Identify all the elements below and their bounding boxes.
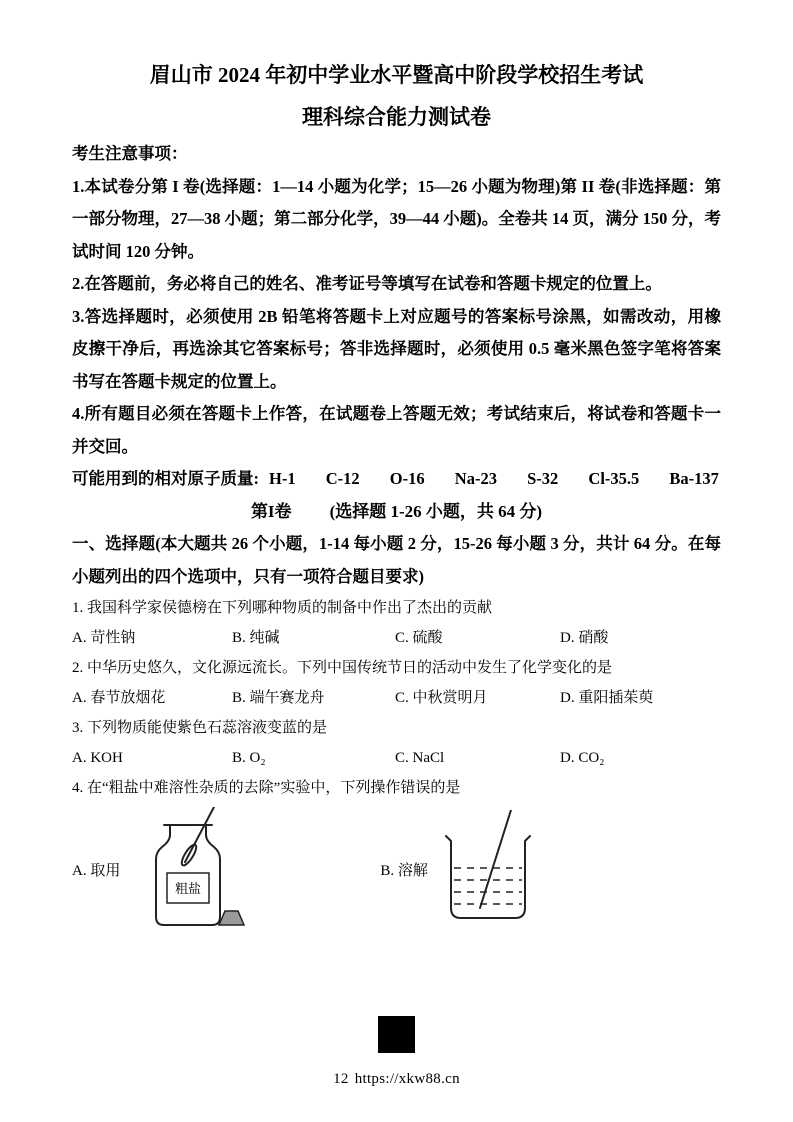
question-3-options <box>72 743 721 773</box>
question-1-option-c: C. 硫酸 <box>395 630 443 646</box>
atomic-mass-line <box>72 463 721 496</box>
section-subtitle: (选择题 1-26 小题，共 64 分) <box>329 501 543 521</box>
notice-item-4: 4.所有题目必须在答题卡上作答，在试题卷上答题无效；考试结束后，将试卷和答题卡一并交回。 <box>72 404 721 456</box>
notice-item-1: 1.本试卷分第 I 卷(选择题：1—14 小题为化学；15—26 小题为物理)第 II 卷(非选择题：第一部分物理，27—38 小题；第二部分化学，39—44 小题)。全卷共 14 页，满分 150 分，考试时间 120 分钟。 <box>72 176 721 261</box>
atomic-mass-h: H-1 <box>269 469 296 488</box>
question-2-text: 2. 中华历史悠久，文化源远流长。下列中国传统节日的活动中发生了化学变化的是 <box>72 660 613 676</box>
bottle-label-text: 粗盐 <box>175 881 202 896</box>
question-3-option-b: B. O₂ <box>232 750 266 766</box>
question-4-option-b <box>380 810 538 930</box>
atomic-mass-na: Na-23 <box>454 469 497 488</box>
notice-item-2: 2.在答题前，务必将自己的姓名、准考证号等填写在试卷和答题卡规定的位置上。 <box>72 274 662 293</box>
beaker-with-stirring-rod-figure <box>438 810 538 930</box>
bottle-stopper-icon <box>219 911 244 925</box>
part-one-heading: 一、选择题(本大题共 26 个小题，1-14 每小题 2 分，15-26 每小题 3 分，共计 64 分。在每小题列出的四个选项中，只有一项符合题目要求) <box>72 534 721 586</box>
atomic-mass-c: C-12 <box>325 469 360 488</box>
stirring-rod-icon <box>480 810 511 908</box>
question-3-option-d: D. CO₂ <box>560 750 605 766</box>
question-3-option-a: A. KOH <box>72 750 123 766</box>
question-1-option-a: A. 苛性钠 <box>72 630 136 646</box>
notice-heading: 考生注意事项： <box>72 144 188 163</box>
question-1-option-b: B. 纯碱 <box>232 630 280 646</box>
question-1-option-d: D. 硝酸 <box>560 630 609 646</box>
question-1-text: 1. 我国科学家侯德榜在下列哪种物质的制备中作出了杰出的贡献 <box>72 600 493 616</box>
question-2-option-d: D. 重阳插茱萸 <box>560 690 654 706</box>
question-4-text: 4. 在“粗盐中难溶性杂质的去除”实验中，下列操作错误的是 <box>72 780 461 796</box>
footer-line <box>0 1071 793 1088</box>
exam-title-line2: 理科综合能力测试卷 <box>302 105 491 129</box>
question-4-option-a-label: A. 取用 <box>72 863 121 879</box>
question-2-options <box>72 683 721 713</box>
atomic-mass-cl: Cl-35.5 <box>588 469 640 488</box>
question-2 <box>72 653 721 713</box>
question-3 <box>72 713 721 773</box>
section-heading <box>72 496 721 529</box>
brand-logo-square <box>378 1016 415 1053</box>
question-2-option-c: C. 中秋赏明月 <box>395 690 488 706</box>
exam-title-line1: 眉山市 2024 年初中学业水平暨高中阶段学校招生考试 <box>149 63 644 87</box>
question-4-option-b-label: B. 溶解 <box>380 863 428 879</box>
spatula-icon <box>185 807 214 862</box>
atomic-mass-s: S-32 <box>527 469 559 488</box>
reagent-bottle-with-spatula-figure <box>130 807 250 932</box>
question-4-options <box>72 807 721 932</box>
notice-item-3: 3.答选择题时，必须使用 2B 铅笔将答题卡上对应题号的答案标号涂黑，如需改动，用橡皮擦干净后，再选涂其它答案标号；答非选择题时，必须使用 0.5 毫米黑色签字笔将答案书写在答题卡规定的位置上。 <box>72 306 721 391</box>
question-1-options <box>72 623 721 653</box>
footer-url[interactable]: https://xkw88.cn <box>354 1071 460 1087</box>
atomic-mass-o: O-16 <box>389 469 425 488</box>
question-3-option-c: C. NaCl <box>395 750 445 766</box>
question-1 <box>72 593 721 653</box>
question-4-option-a <box>72 807 250 932</box>
atomic-mass-ba: Ba-137 <box>669 469 719 488</box>
question-2-option-b: B. 端午赛龙舟 <box>232 690 325 706</box>
atomic-mass-values <box>259 463 721 496</box>
page-number: 12 <box>333 1071 349 1087</box>
atomic-mass-label: 可能用到的相对原子质量: <box>72 469 259 488</box>
section-title: 第I卷 <box>250 501 292 521</box>
page-footer <box>0 1016 793 1088</box>
question-4 <box>72 773 721 932</box>
question-3-text: 3. 下列物质能使紫色石蕊溶液变蓝的是 <box>72 720 328 736</box>
beaker-body-icon <box>446 836 530 918</box>
question-2-option-a: A. 春节放烟花 <box>72 690 166 706</box>
